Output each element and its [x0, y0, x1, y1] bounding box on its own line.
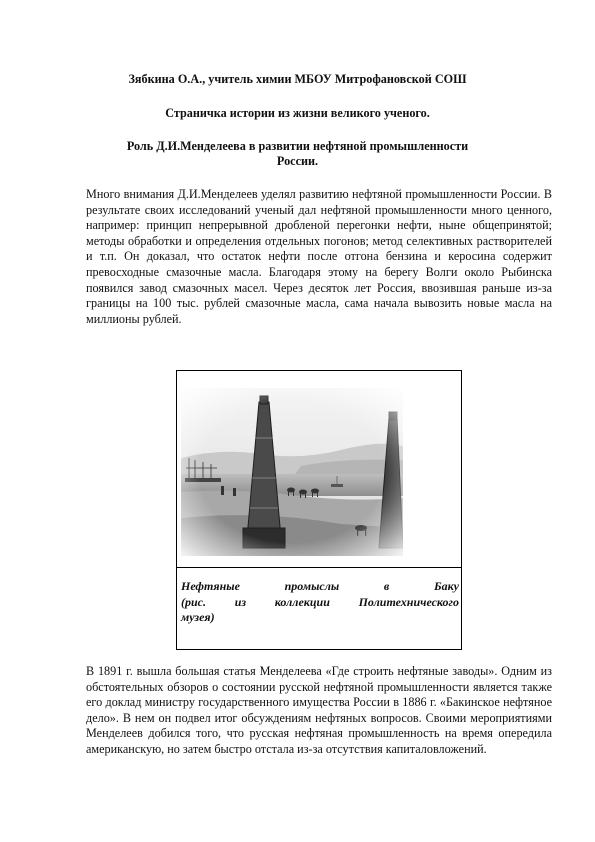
caption-line-1: Нефтяные промыслы в Баку — [181, 579, 459, 593]
figure-divider — [177, 567, 461, 568]
oil-fields-photo — [181, 388, 403, 556]
caption-line-2: (рис. из коллекции Политехнического — [181, 594, 459, 609]
page-title-line1: Роль Д.И.Менделеева в развитии нефтяной промышленности — [126, 139, 469, 153]
author-line: Зябкина О.А., учитель химии МБОУ Митрофановской СОШ — [128, 72, 467, 86]
paragraph-1: Много внимания Д.И.Менделеев уделял развитию нефтяной промышленности России. В результате своих исследований ученый дал нефтяной промышленности много ценного, например: принцип непрерывной дробленой перегонки нефти, ныне общепринятой; методы обработки и определения отдельных погонов; метод селективных растворителей и т.п. Он доказал, что остаток нефти после отгона бензина и керосина содержит превосходные смазочные масла. Благодаря этому на берегу Волги около Рыбинска появился завод смазочных масел. Через десяток лет Россия, ввозившая раньше из-за границы на 100 тыс. рублей смазочные масла, сама начала вывозить новые масла на миллионы рублей. — [86, 187, 552, 326]
caption-line-3: музея) — [181, 610, 215, 624]
paragraph-2: В 1891 г. вышла большая статья Менделеева «Где строить нефтяные заводы». Одним из обстоятельных обзоров о состоянии русской нефтяной промышленности является также его доклад министру государственного имущества России в 1886 г. «Бакинское нефтяное дело». В нем он подвел итог обсуждениям нефтяных вопросов. Своими мероприятиями Менделеев добился того, что русская нефтяная промышленность на время опередила американскую, но затем быстро отстала из-за отсутствия капиталовложений. — [86, 664, 552, 756]
figure-caption — [181, 579, 459, 626]
figure-table — [176, 370, 462, 650]
page-subtitle: Страничка истории из жизни великого ученого. — [165, 106, 430, 120]
page-title-line2: России. — [276, 154, 319, 168]
